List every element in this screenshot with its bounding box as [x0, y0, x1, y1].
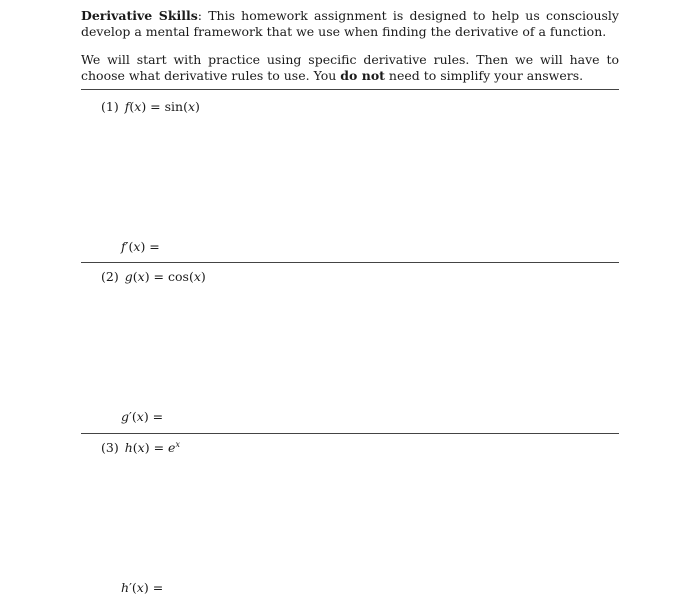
problem-3: (3) $h(x) = e^x$	[101, 439, 180, 455]
derivative-function-name: f	[121, 239, 126, 254]
exponential-base: e	[168, 440, 176, 455]
instructions-text-after: need to simplify your answers.	[384, 68, 584, 83]
derivative-function-name: g	[121, 409, 130, 424]
function-rhs: cos	[168, 269, 189, 284]
derivative-function-name: h	[121, 580, 130, 595]
exponent: x	[175, 439, 180, 449]
variable: x	[134, 99, 142, 114]
problem-number: (3)	[101, 440, 119, 455]
instructions-paragraph	[81, 52, 619, 84]
variable: x	[193, 269, 201, 284]
function-rhs: sin	[164, 99, 184, 114]
answer-line-3: h′(x) =	[121, 580, 164, 595]
intro-heading-text: : This homework assignment is designed to help us consciously develop a mental framework that we use when finding the derivative of a function.	[81, 8, 619, 39]
intro-paragraph	[81, 8, 619, 40]
variable: x	[133, 239, 141, 254]
function-name: g	[124, 269, 133, 284]
divider-rule	[81, 433, 619, 434]
variable: x	[137, 440, 145, 455]
intro-heading: Derivative Skills	[81, 8, 198, 23]
instructions-text-before: We will start with practice using specific derivative rules. Then we will have to choose what derivative rules to use. You	[81, 52, 619, 83]
problem-2: (2) g(x) = cos(x)	[101, 269, 206, 284]
problem-1: (1) f(x) = sin(x)	[101, 99, 200, 114]
prime-mark: ′	[129, 409, 132, 424]
variable: x	[136, 580, 144, 595]
divider-rule	[81, 89, 619, 90]
answer-line-1: f′(x) =	[121, 239, 160, 254]
prime-mark: ′	[129, 580, 132, 595]
instructions-emphasis: do not	[340, 68, 385, 83]
problem-number: (1)	[101, 99, 119, 114]
function-name: h	[124, 440, 133, 455]
variable: x	[136, 409, 144, 424]
divider-rule	[81, 262, 619, 263]
variable: x	[137, 269, 145, 284]
problem-number: (2)	[101, 269, 119, 284]
prime-mark: ′	[125, 239, 129, 254]
answer-line-2: g′(x) =	[121, 409, 164, 424]
function-name: f	[124, 99, 130, 114]
variable: x	[187, 99, 196, 114]
